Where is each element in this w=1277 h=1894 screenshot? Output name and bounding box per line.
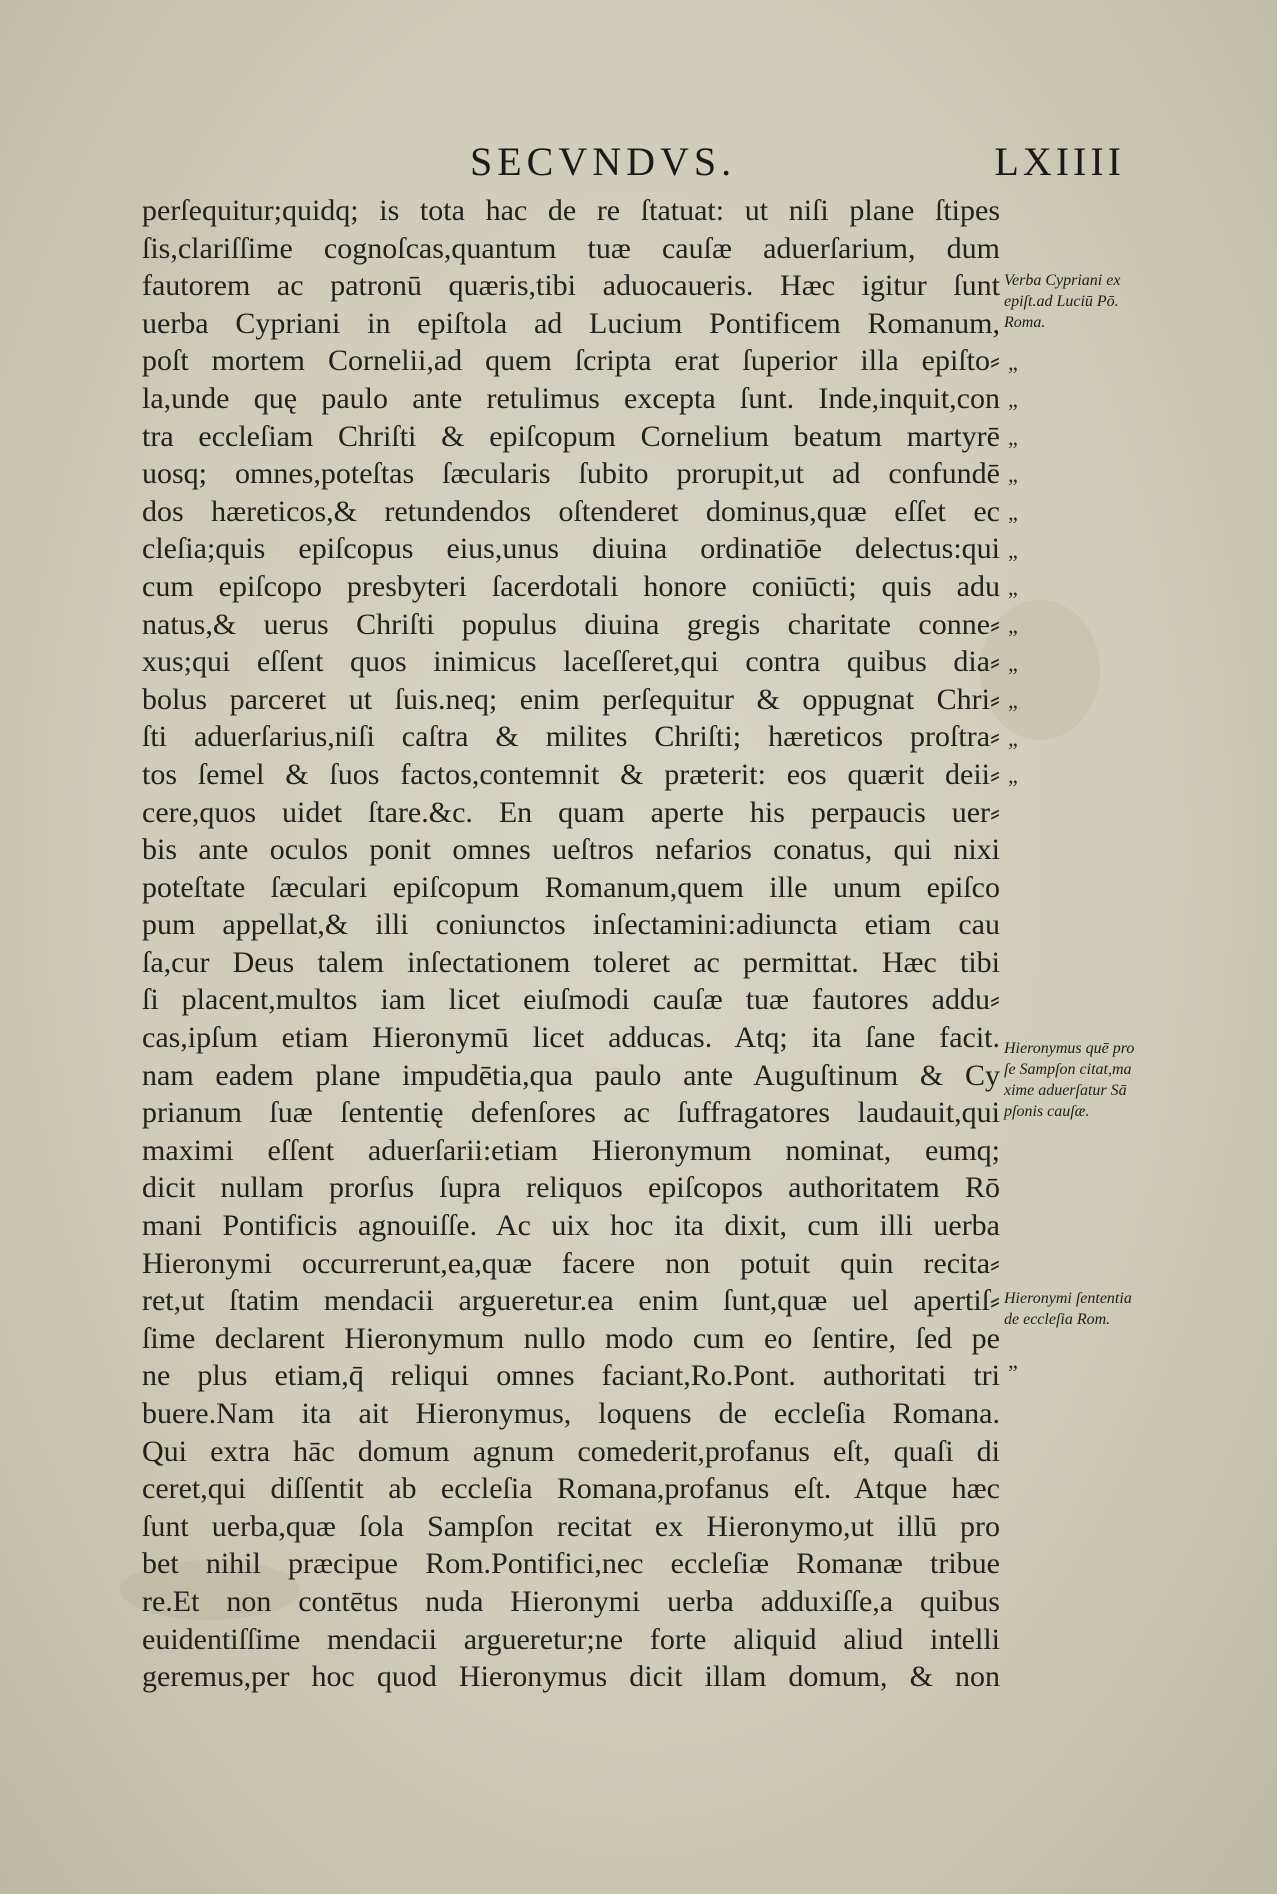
note-line: de eccleſia Rom. xyxy=(1004,1311,1111,1328)
quotation-mark: ” xyxy=(1008,1360,1018,1385)
quotation-mark: ” xyxy=(1008,775,1018,800)
note-line: pſonis cauſæ. xyxy=(1004,1103,1090,1120)
margin-note-cyprian xyxy=(1004,270,1179,333)
text-line: perſequitur;quidq; is tota hac de re ſtatuat: ut niſi plane ſtipes xyxy=(142,194,1000,227)
quotation-mark: ” xyxy=(1008,512,1018,537)
quotation-mark: ” xyxy=(1008,700,1018,725)
margin-note-hieronymus xyxy=(1004,1038,1179,1122)
text-line: pum appellat,& illi coniunctos inſectamini:adiuncta etiam cau xyxy=(142,908,1000,942)
text-line: ceret,qui diſſentit ab eccleſia Romana,profanus eſt. Atque hæc xyxy=(142,1472,1000,1506)
quotation-mark: ” xyxy=(1008,663,1018,688)
text-line: re.Et non contētus nuda Hieronymi uerba adduxiſſe,a quibus xyxy=(142,1584,1000,1618)
note-line: ſe Sampſon citat,ma xyxy=(1004,1061,1132,1078)
text-line: poſt mortem Cornelii,ad quem ſcripta erat ſuperior illa epiſto⸗ xyxy=(142,344,1000,378)
running-head: SECVNDVS. xyxy=(470,139,737,184)
quotation-mark: ” xyxy=(1008,625,1018,650)
main-text-block xyxy=(142,192,1000,1696)
quotation-mark: ” xyxy=(1008,587,1018,612)
text-line: ſti aduerſarius,niſi caſtra & milites Chriſti; hæreticos proſtra⸗ xyxy=(142,720,1000,754)
note-line: xime aduerſatur Sā xyxy=(1004,1082,1127,1099)
note-line: epiſt.ad Luciū Pō. xyxy=(1004,293,1119,310)
text-line: prianum ſuæ ſententię defenſores ac ſuffragatores laudauit,qui xyxy=(142,1096,1000,1130)
text-line: Hieronymi occurrerunt,ea,quæ facere non potuit quin recita⸗ xyxy=(142,1246,1000,1280)
quotation-mark: ” xyxy=(1008,550,1018,575)
text-line: ſis,clariſſime cognoſcas,quantum tuæ cauſæ aduerſarium, dum xyxy=(142,231,1000,265)
quotation-mark: ” xyxy=(1008,437,1018,462)
text-line: uerba Cypriani in epiſtola ad Lucium Pontificem Romanum, xyxy=(142,306,1000,340)
text-line: xus;qui eſſent quos inimicus laceſſeret,qui contra quibus dia⸗ xyxy=(142,645,1000,679)
folio-number: LXIIII xyxy=(994,139,1125,184)
quotation-mark: ” xyxy=(1008,362,1018,387)
note-line: Verba Cypriani ex xyxy=(1004,272,1121,289)
text-line: tra eccleſiam Chriſti & epiſcopum Cornelium beatum martyrē xyxy=(142,419,1000,453)
text-line: cleſia;quis epiſcopus eius,unus diuina ordinatiōe delectus:qui xyxy=(142,532,1000,566)
text-line: geremus,per hoc quod Hieronymus dicit illam domum, & non xyxy=(142,1660,1000,1694)
text-line: maximi eſſent aduerſarii:etiam Hieronymum nominat, eumq; xyxy=(142,1133,1000,1167)
quotation-mark: ” xyxy=(1008,474,1018,499)
text-line: bis ante oculos ponit omnes ueſtros nefarios conatus, qui nixi xyxy=(142,833,1000,867)
quotation-mark: ” xyxy=(1008,399,1018,424)
text-line: cere,quos uidet ſtare.&c. En quam aperte his perpaucis uer⸗ xyxy=(142,795,1000,829)
text-line: bolus parceret ut ſuis.neq; enim perſequitur & oppugnat Chri⸗ xyxy=(142,682,1000,716)
text-line: la,unde quę paulo ante retulimus excepta ſunt. Inde,inquit,con xyxy=(142,381,1000,415)
text-line: ne plus etiam,q̄ reliqui omnes faciant,Ro.Pont. authoritati tri xyxy=(142,1359,1000,1393)
text-line: Qui extra hāc domum agnum comederit,profanus eſt, quaſi di xyxy=(142,1434,1000,1468)
text-line: buere.Nam ita ait Hieronymus, loquens de eccleſia Romana. xyxy=(142,1397,1000,1430)
text-line: ſime declarent Hieronymum nullo modo cum eo ſentire, ſed pe xyxy=(142,1321,1000,1355)
text-line: cas,ipſum etiam Hieronymū licet adducas. Atq; ita ſane facit. xyxy=(142,1021,1000,1055)
text-line: fautorem ac patronū quæris,tibi aduocaueris. Hæc igitur ſunt xyxy=(142,269,1000,303)
note-line: Roma. xyxy=(1004,314,1046,331)
text-line: euidentiſſime mendacii argueretur;ne forte aliquid aliud intelli xyxy=(142,1622,1000,1656)
note-line: Hieronymus quē pro xyxy=(1004,1040,1135,1057)
note-line: Hieronymi ſententia xyxy=(1004,1290,1132,1307)
text-line: ret,ut ſtatim mendacii argueretur.ea enim ſunt,quæ uel apertiſ⸗ xyxy=(142,1284,1000,1318)
text-line: mani Pontificis agnouiſſe. Ac uix hoc ita dixit, cum illi uerba xyxy=(142,1209,1000,1243)
text-line: bet nihil præcipue Rom.Pontifici,nec eccleſiæ Romanæ tribue xyxy=(142,1547,1000,1581)
text-line: dos hæreticos,& retundendos oſtenderet dominus,quæ eſſet ec xyxy=(142,494,1000,528)
text-line: ſi placent,multos iam licet eiuſmodi cauſæ tuæ fautores addu⸗ xyxy=(142,983,1000,1017)
text-line: dicit nullam prorſus ſupra reliquos epiſcopos authoritatem Rō xyxy=(142,1171,1000,1205)
text-line: ſa,cur Deus talem inſectationem toleret ac permittat. Hæc tibi xyxy=(142,945,1000,979)
text-line: ſunt uerba,quæ ſola Sampſon recitat ex Hieronymo,ut illū pro xyxy=(142,1509,1000,1543)
text-line: uosq; omnes,poteſtas ſæcularis ſubito prorupit,ut ad confundē xyxy=(142,457,1000,491)
text-line: cum epiſcopo presbyteri ſacerdotali honore coniūcti; quis adu xyxy=(142,569,1000,603)
page-header xyxy=(150,138,1135,186)
text-line: natus,& uerus Chriſti populus diuina gregis charitate conne⸗ xyxy=(142,607,1000,641)
quotation-mark: ” xyxy=(1008,738,1018,763)
text-line: nam eadem plane impudētia,qua paulo ante Auguſtinum & Cy xyxy=(142,1058,1000,1092)
text-line: tos ſemel & ſuos factos,contemnit & præterit: eos quærit deii⸗ xyxy=(142,757,1000,791)
text-line: poteſtate ſæculari epiſcopum Romanum,quem ille unum epiſco xyxy=(142,870,1000,904)
marginalia xyxy=(1004,192,1179,1592)
margin-note-ecclesia xyxy=(1004,1288,1179,1330)
